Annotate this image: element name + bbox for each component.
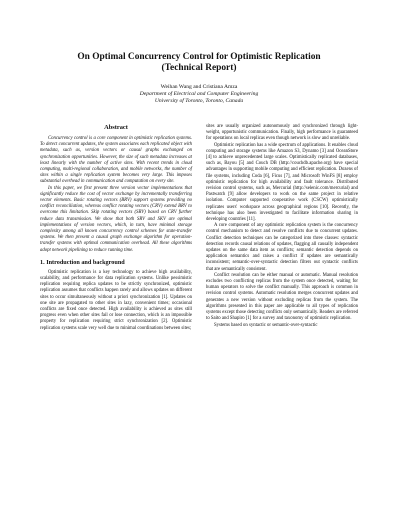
right-paragraph-3: A core component of any optimistic replication system is the concurrency control mechanism to detect and resolve conflicts due to concurrent updates. Conflict detection techniques can be categorized into three classes: syntactic detection records causal relations of updates, flagging all causally independent updates on the same data item as conflicts; semantic detection depends on application semantics and raises a conflict if updates are semantically inconsistent; semantic-over-syntactic detection filters out syntactic conflicts that are semantically consistent.	[206, 223, 358, 272]
affiliation-line-2: University of Toronto, Toronto, Canada	[154, 98, 244, 104]
right-column	[206, 124, 358, 332]
right-paragraph-2: Optimistic replication has a wide spectrum of applications. It enables cloud computing and storage systems like Amazon S3, Dynamo [3] and OceanStore [4] to achieve unprecedented large scales. Optimistically replicated databases, such as, Bayou [5] and Couch DB (http://couchdb.apache.org) have special advantages in supporting mobile computing and efficient replication. Dozens of file systems, including Coda [6], Ficus [7], and Microsoft WinFS [8] employ optimistic replication for high availability and fault tolerance. Distributed revision control systems, such as, Mercurial (http://selenic.com/mercurial) and Pastwatch [9] allow developers to work on the same project in relative isolation. Computer supported cooperative work (CSCW) optimistically replicates users' workspace across geographical regions [10]. Recently, the technique has also been investigated to facilitate information sharing in developing countries [11].	[206, 142, 358, 223]
title-line-1: On Optimal Concurrency Control for Optimistic Replication	[77, 52, 321, 62]
affiliation-line-1: Department of Electrical and Computer Engineering	[139, 91, 259, 97]
left-column	[40, 124, 192, 332]
abstract-paragraph-2: In this paper, we first present three version vector implementations that significantly reduce the cost of vector exchange by incrementally transferring vector elements. Basic rotating vectors (BRV) support systems providing no conflict reconciliation, whereas conflict rotating vectors (CRV) extend BRV to overcome this limitation. Skip rotating vectors (SRV) based on CRV further reduce data transmission. We show that both SRV and SKV are optimal implementations of version vectors, which, in turn, have minimal storage complexity among all known concurrency control schemes for state-transfer systems. We then present a causal graph exchange algorithm for operation-transfer systems with optimal communication overhead. All these algorithms adopt network pipelining to reduce running time.	[40, 185, 192, 253]
abstract-heading: Abstract	[104, 124, 128, 131]
right-paragraph-1: sites are usually organized autonomously and synchronized through light-weight, opportunistic communication. Finally, high performance is guaranteed for operations on local replicas even though network is slow and unreliable.	[206, 124, 358, 142]
section-1-heading: 1. Introduction and background	[40, 258, 125, 266]
abstract-paragraph-1: Concurrency control is a core component in optimistic replication systems. To detect concurrent updates, the system associates each replicated object with metadata, such as, version vectors or causal graphs exchanged on synchronization opportunities. However, the size of such metadata increases at least linearly with the number of active sites. With recent trends in cloud computing, multi-regional collaboration, and mobile networks, the number of sites within a single replication system becomes very large. This imposes substantial overhead in communication and computation on every site.	[40, 136, 192, 185]
right-paragraph-4: Conflict resolution can be either manual or automatic. Manual resolution excludes two conflicting replicas from the system once detected, waiting for human operators to solve the conflict manually. This approach is common in revision control systems. Automatic resolution merges concurrent updates and generates a new version without excluding replicas from the system. The algorithms presented in this paper are applicable to all types of replication systems except those detecting conflicts only semantically. Readers are referred to Saito and Shapiro [1] for a survey and taxonomy of optimistic replication.	[206, 272, 358, 322]
right-paragraph-5: Systems based on syntactic or semantic-over-syntactic	[214, 322, 318, 328]
section-1-paragraph-1: Optimistic replication is a key technology to achieve high availability, scalability, and performance for data replication systems. Unlike pessimistic replication requiring replica updates to be strictly synchronized, optimistic replication assumes that conflicts happen rarely and allows updates on different sites to occur simultaneously without a priori synchronization [1]. Updates on one site are propagated to other sites in lazy, convenient times; occasional conflicts are fixed once detected. High availability is achieved as sites still progress even when other sites fail or lose connection, which is an impossible property for replication requiring strict synchronization [2]. Optimistic replication systems scale very well due to minimal coordinations between sites;	[40, 269, 192, 331]
authors: Weihan Wang and Cristiana Amza	[160, 84, 238, 90]
two-column-body	[40, 124, 358, 332]
title-line-2: (Technical Report)	[161, 63, 237, 73]
paper-title	[40, 0, 358, 74]
